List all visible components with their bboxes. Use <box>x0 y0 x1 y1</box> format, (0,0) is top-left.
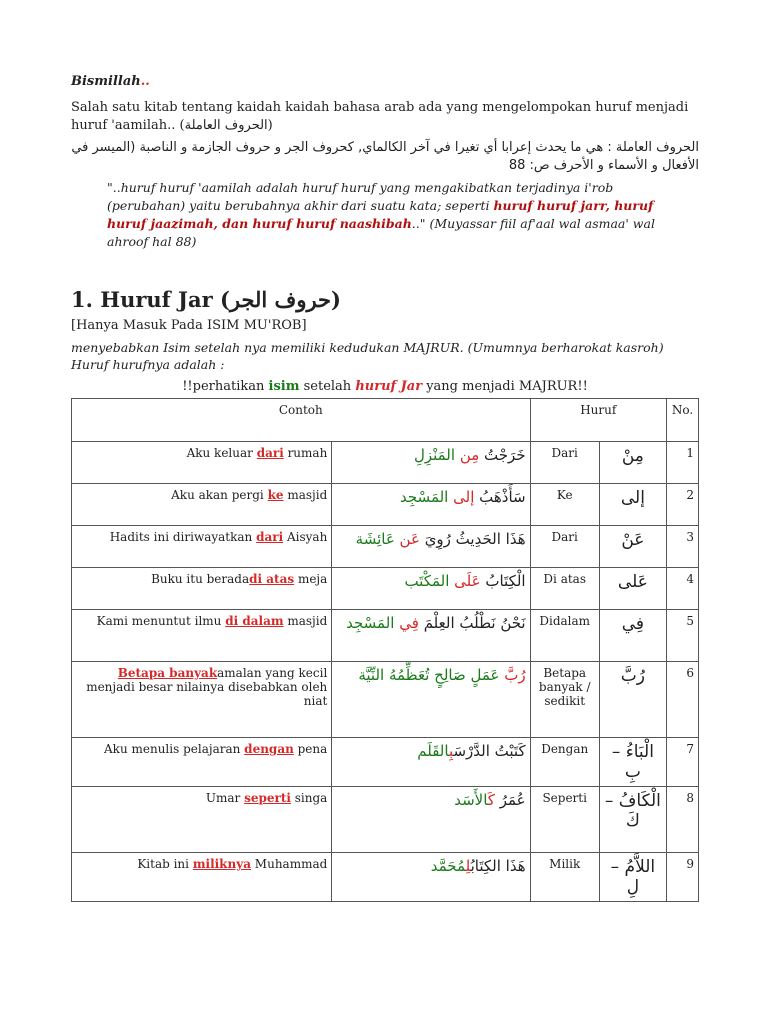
huruf-meaning: Di atas <box>530 568 599 610</box>
huruf-meaning: Betapa banyak / sedikit <box>530 662 599 738</box>
note-pre: !!perhatikan <box>182 379 269 394</box>
arabic-post: عَائِشَة <box>355 530 400 548</box>
example-post: masjid <box>283 614 328 628</box>
example-post: rumah <box>283 446 328 460</box>
example-pre: Aku menulis pelajaran <box>104 742 245 756</box>
example-indonesian <box>72 662 332 738</box>
example-indonesian <box>72 610 332 662</box>
huruf-meaning: Didalam <box>530 610 599 662</box>
example-indonesian <box>72 853 332 902</box>
example-arabic <box>332 442 530 484</box>
table-body <box>72 442 699 902</box>
example-arabic <box>332 484 530 526</box>
huruf-letter: إلى <box>599 484 666 526</box>
arabic-post: الأَسَد <box>454 791 488 809</box>
huruf-letter: فِي <box>599 610 666 662</box>
example-pre: Hadits ini diriwayatkan <box>109 530 257 544</box>
arabic-post: المَنْزِلِ <box>413 446 460 464</box>
example-highlight: miliknya <box>192 857 251 871</box>
example-indonesian <box>72 787 332 853</box>
example-highlight: Betapa banyak <box>117 666 218 680</box>
example-highlight: dengan <box>244 742 294 756</box>
arabic-definition: الحروف العاملة : هي ما يحدث إعرابا أي تغيرا في آخر الكالماي, كحروف الجر و حروف الجازمة و الناصبة (الميسر في الأفعال و الأسماء و الأحرف ص: 88 <box>71 140 699 173</box>
example-arabic <box>332 853 530 902</box>
header-no: No. <box>666 399 698 442</box>
arabic-pre: عُمَرُ <box>494 791 526 809</box>
huruf-letter: مِنْ <box>599 442 666 484</box>
arabic-jar: لِ <box>465 857 471 875</box>
example-post: singa <box>290 791 328 805</box>
note-jar: huruf Jar <box>355 379 423 394</box>
arabic-post: المَسْجِد <box>346 614 400 632</box>
attention-note <box>71 379 699 394</box>
example-indonesian <box>72 738 332 787</box>
example-pre: Aku keluar <box>186 446 257 460</box>
arabic-jar: إلى <box>453 488 475 506</box>
example-highlight: dari <box>256 446 284 460</box>
row-number: 9 <box>666 853 698 902</box>
table-header-row <box>72 399 699 442</box>
huruf-meaning: Dengan <box>530 738 599 787</box>
definition-quote <box>107 179 667 251</box>
row-number: 4 <box>666 568 698 610</box>
huruf-letter: رُبَّ <box>599 662 666 738</box>
huruf-letter: اللاَّمُ – لِ <box>599 853 666 902</box>
bismillah-dots: .. <box>140 74 150 89</box>
arabic-post: المَسْجِد <box>400 488 454 506</box>
arabic-pre: هَذَا الكِتَابُ <box>470 857 526 875</box>
example-indonesian <box>72 484 332 526</box>
arabic-jar: عَن <box>399 530 420 548</box>
row-number: 8 <box>666 787 698 853</box>
arabic-pre: خَرَجْتُ <box>479 446 526 464</box>
example-highlight: di dalam <box>225 614 284 628</box>
document-content <box>71 62 699 902</box>
example-post: Muhammad <box>250 857 328 871</box>
arabic-pre: كَتَبْتُ الدَّرْسَ <box>453 742 526 760</box>
row-number: 1 <box>666 442 698 484</box>
example-pre: Kitab ini <box>137 857 193 871</box>
table-row <box>72 662 699 738</box>
arabic-post: المَكْتَب <box>404 572 455 590</box>
arabic-jar: كَ <box>487 791 495 809</box>
arabic-jar: بِ <box>448 742 454 760</box>
table-row <box>72 853 699 902</box>
example-arabic <box>332 662 530 738</box>
huruf-jar-table <box>71 398 699 902</box>
example-highlight: ke <box>267 488 284 502</box>
example-arabic <box>332 568 530 610</box>
arabic-pre: الْكِتَابُ <box>480 572 526 590</box>
arabic-jar: فِي <box>399 614 419 632</box>
row-number: 7 <box>666 738 698 787</box>
table-row <box>72 568 699 610</box>
arabic-jar: عَلَى <box>454 572 481 590</box>
quote-start: "..huruf huruf 'aamilah adalah huruf huruf yang mengakibatkan terjadinya i'rob (perubahan) yaitu berubahnya akhir dari suatu kata; seperti <box>107 180 614 213</box>
note-isim: isim <box>268 379 300 394</box>
table-row <box>72 610 699 662</box>
arabic-jar: مِن <box>459 446 480 464</box>
arabic-pre: نَحْنُ نَطْلُبُ العِلْمَ <box>418 614 526 632</box>
arabic-post: مُحَمَّد <box>430 857 466 875</box>
huruf-letter: الْكَافُ – كَ <box>599 787 666 853</box>
subheading-text: [Hanya Masuk Pada ISIM MU'ROB] <box>71 318 307 333</box>
huruf-meaning: Dari <box>530 442 599 484</box>
example-highlight: dari <box>256 530 284 544</box>
row-number: 5 <box>666 610 698 662</box>
example-highlight: di atas <box>249 572 295 586</box>
arabic-post: عَمَلٍ صَالِحٍ تُعَظِّمُهُ النِّيَّة <box>358 666 505 684</box>
example-post: Aisyah <box>283 530 328 544</box>
huruf-letter: عَنْ <box>599 526 666 568</box>
example-pre: Umar <box>205 791 245 805</box>
example-indonesian <box>72 568 332 610</box>
example-pre: Aku akan pergi <box>171 488 268 502</box>
quote-bold: huruf huruf jarr, huruf huruf jaazimah, dan huruf huruf naashibah <box>107 198 654 231</box>
intro-paragraph: Salah satu kitab tentang kaidah kaidah bahasa arab ada yang mengelompokan huruf menjadi huruf 'aamilah.. (الحروف العاملة) <box>71 100 689 133</box>
table-row <box>72 787 699 853</box>
row-number: 6 <box>666 662 698 738</box>
header-huruf: Huruf <box>530 399 666 442</box>
example-pre: Buku itu berada <box>151 572 250 586</box>
huruf-meaning: Dari <box>530 526 599 568</box>
example-arabic <box>332 526 530 568</box>
section-subheading <box>71 318 699 333</box>
arabic-pre: سَأَذْهَبُ <box>474 488 526 506</box>
huruf-meaning: Ke <box>530 484 599 526</box>
example-post: meja <box>294 572 328 586</box>
table-row <box>72 442 699 484</box>
section-heading: 1. Huruf Jar (حروف الجر) <box>71 287 341 312</box>
arabic-jar: رُبَّ <box>504 666 526 684</box>
header-contoh: Contoh <box>72 399 531 442</box>
example-post: masjid <box>283 488 328 502</box>
example-arabic <box>332 738 530 787</box>
example-pre: Kami menuntut ilmu <box>96 614 226 628</box>
row-number: 3 <box>666 526 698 568</box>
section-description: menyebabkan Isim setelah nya memiliki kedudukan MAJRUR. (Umumnya berharokat kasroh) Huruf hurufnya adalah : <box>71 340 664 372</box>
example-post: amalan yang kecil menjadi besar nilainya disebabkan oleh niat <box>86 666 328 708</box>
arabic-pre: هَذَا الحَدِيثُ رُوِيَ <box>419 530 526 548</box>
example-arabic <box>332 610 530 662</box>
bismillah <box>71 74 699 89</box>
bismillah-text: Bismillah <box>71 74 141 89</box>
example-indonesian <box>72 526 332 568</box>
quote-end: .." (Muyassar fiil af'aal wal asmaa' wal ahroof hal 88) <box>107 216 655 249</box>
huruf-letter: الْبَاءُ – بِ <box>599 738 666 787</box>
note-post: yang menjadi MAJRUR!! <box>422 379 588 394</box>
row-number: 2 <box>666 484 698 526</box>
example-arabic <box>332 787 530 853</box>
example-post: pena <box>293 742 328 756</box>
huruf-meaning: Milik <box>530 853 599 902</box>
table-row <box>72 484 699 526</box>
example-indonesian <box>72 442 332 484</box>
table-row <box>72 526 699 568</box>
example-highlight: seperti <box>244 791 291 805</box>
arabic-post: القَلَم <box>417 742 449 760</box>
huruf-meaning: Seperti <box>530 787 599 853</box>
huruf-letter: عَلى <box>599 568 666 610</box>
table-row <box>72 738 699 787</box>
note-mid: setelah <box>299 379 356 394</box>
